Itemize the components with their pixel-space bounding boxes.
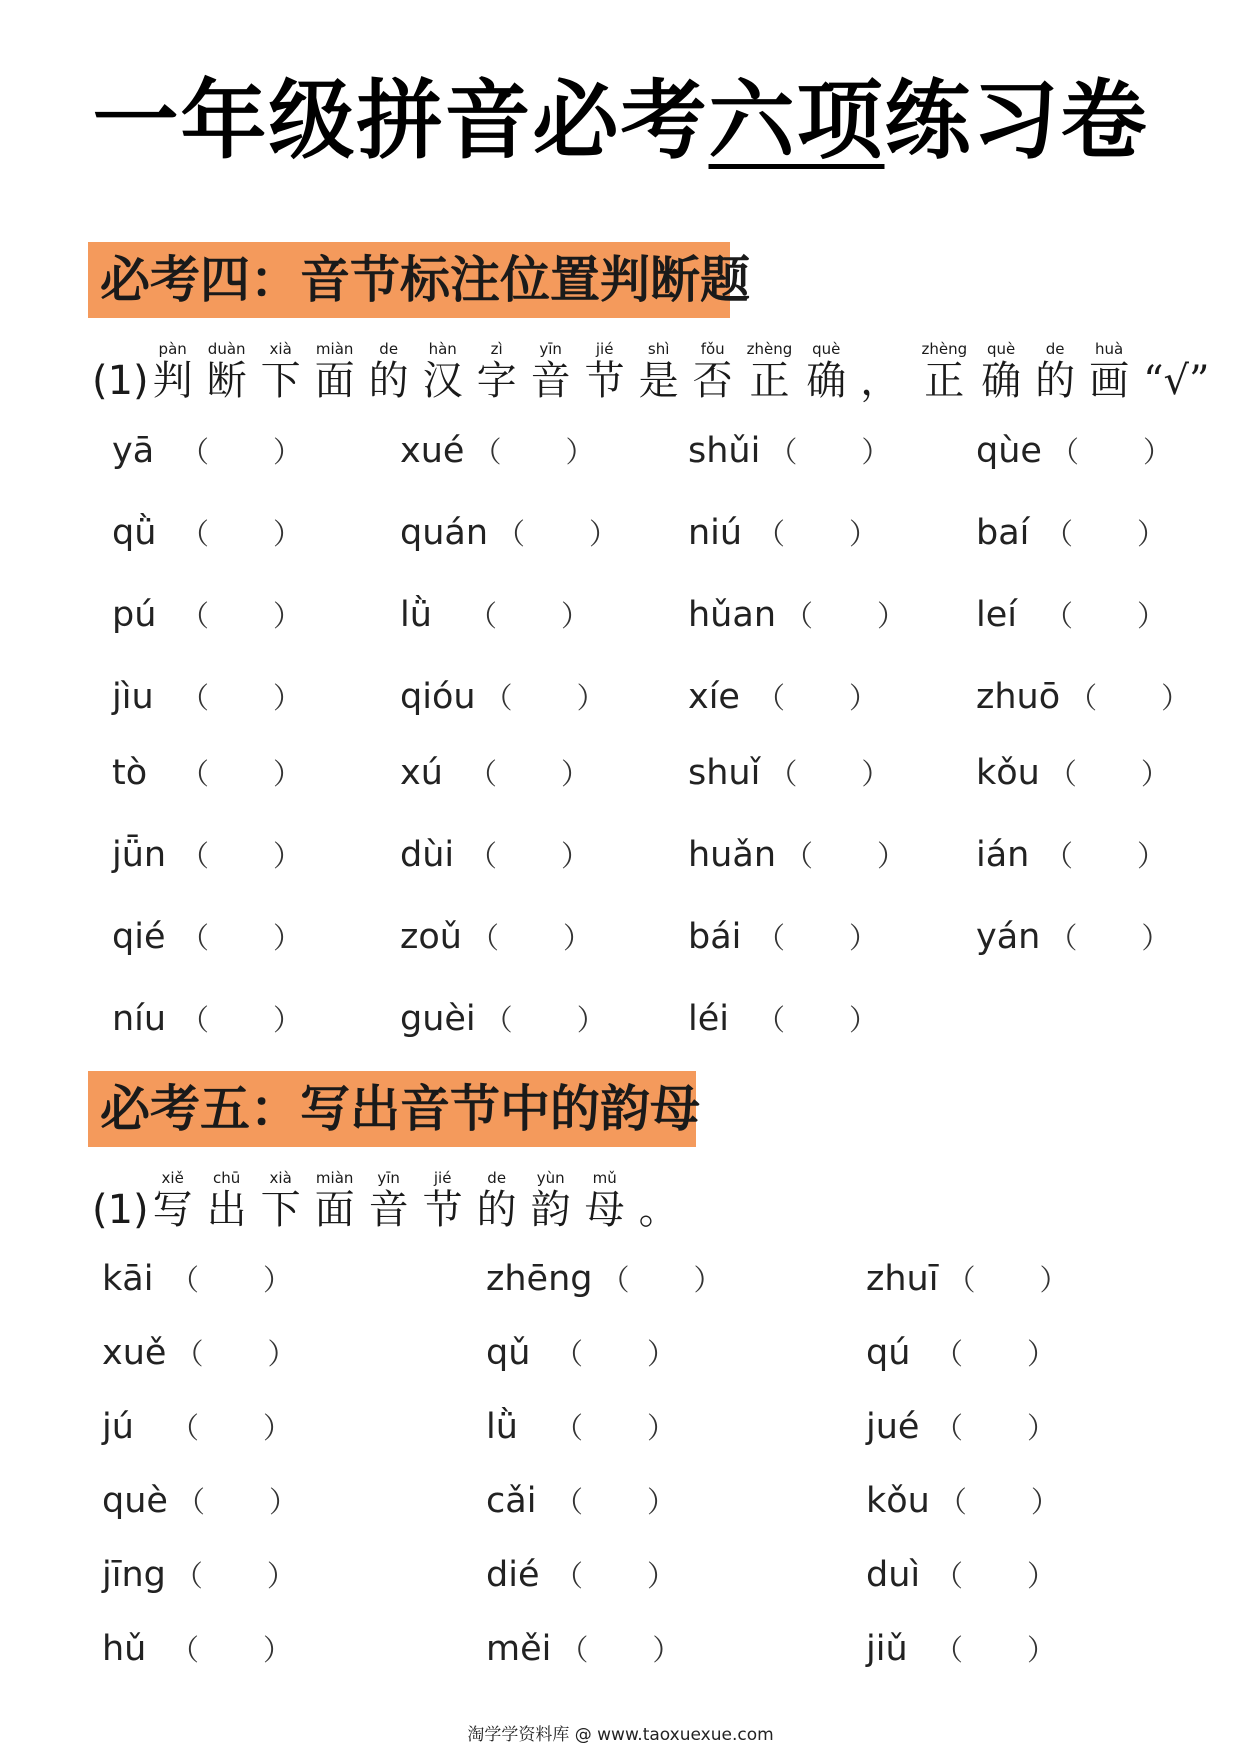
- pinyin-syllable: qú: [866, 1333, 911, 1373]
- pinyin-syllable: quán: [400, 513, 489, 553]
- title-underlined: 六项: [708, 71, 885, 171]
- pinyin-annotation: xiě: [152, 1169, 193, 1187]
- hanzi-with-pinyin: 的de: [368, 340, 409, 404]
- pinyin-syllable: bái: [688, 917, 742, 957]
- pinyin-annotation: huà: [1089, 340, 1130, 358]
- paren-open: （: [468, 599, 498, 633]
- pinyin-annotation: chū: [206, 1169, 247, 1187]
- answer-item: [688, 511, 878, 556]
- pinyin-annotation: miàn: [314, 1169, 355, 1187]
- pinyin-syllable: kāi: [102, 1259, 154, 1299]
- pinyin-syllable: qióu: [400, 677, 476, 717]
- pinyin-syllable: xuě: [102, 1333, 167, 1373]
- paren-open: （: [468, 839, 498, 873]
- answer-item: [102, 1553, 296, 1598]
- paren-open: （: [937, 1485, 967, 1519]
- paren-close: ）: [861, 757, 891, 791]
- pinyin-syllable: qǔ: [486, 1333, 531, 1373]
- paren-close: ）: [1039, 1263, 1069, 1297]
- paren-open: （: [934, 1411, 964, 1445]
- paren-close: ）: [263, 1411, 293, 1445]
- paren-close: ）: [273, 921, 303, 955]
- paren-open: （: [180, 921, 210, 955]
- section4-banner: 必考四：音节标注位置判断题: [88, 242, 730, 318]
- answer-item: [866, 1405, 1056, 1450]
- pinyin-syllable: jú: [102, 1407, 134, 1447]
- pinyin-syllable: lǜ: [400, 595, 432, 635]
- paren-open: （: [175, 1485, 205, 1519]
- hanzi-with-pinyin: 字zì: [476, 340, 517, 404]
- hanzi-with-pinyin: 断duàn: [206, 340, 247, 404]
- paren-open: （: [1047, 757, 1077, 791]
- hanzi-with-pinyin: 面miàn: [314, 1169, 355, 1233]
- paren-open: （: [496, 517, 526, 551]
- paren-open: （: [559, 1633, 589, 1667]
- answer-item: [976, 751, 1170, 796]
- pinyin-annotation: jié: [584, 340, 625, 358]
- hanzi-with-pinyin: 韵yùn: [530, 1169, 571, 1233]
- paren-open: （: [173, 1559, 203, 1593]
- pinyin-annotation: mǔ: [584, 1169, 625, 1187]
- pinyin-syllable: pú: [112, 595, 157, 635]
- hanzi-with-pinyin: 面miàn: [314, 340, 355, 404]
- paren-open: （: [180, 1003, 210, 1037]
- pinyin-annotation: yùn: [530, 1169, 571, 1187]
- pinyin-syllable: kǒu: [976, 753, 1040, 793]
- pinyin-syllable: xú: [400, 753, 443, 793]
- paren-open: （: [756, 517, 786, 551]
- answer-item: [102, 1627, 292, 1672]
- hanzi-with-pinyin: 的de: [1035, 340, 1076, 404]
- paren-close: ）: [562, 921, 592, 955]
- pinyin-annotation: yīn: [368, 1169, 409, 1187]
- pinyin-syllable: zhēng: [486, 1259, 593, 1299]
- pinyin-annotation: jié: [422, 1169, 463, 1187]
- answer-item: [866, 1331, 1056, 1376]
- paren-close: ）: [647, 1559, 677, 1593]
- hanzi-with-pinyin: 音yīn: [530, 340, 571, 404]
- answer-item: [486, 1257, 723, 1302]
- answer-item: [486, 1405, 676, 1450]
- hanzi-with-pinyin: 音yīn: [368, 1169, 409, 1233]
- paren-open: （: [472, 435, 502, 469]
- paren-open: （: [180, 681, 210, 715]
- answer-item: [688, 675, 878, 720]
- pinyin-syllable: hǔan: [688, 595, 776, 635]
- answer-item: [688, 915, 878, 960]
- answer-item: [486, 1479, 676, 1524]
- paren-open: （: [483, 1003, 513, 1037]
- paren-close: ）: [273, 681, 303, 715]
- paren-open: （: [1044, 599, 1074, 633]
- paren-close: ）: [1027, 1559, 1057, 1593]
- answer-item: [688, 593, 906, 638]
- pinyin-syllable: jué: [866, 1407, 920, 1447]
- pinyin-syllable: shuǐ: [688, 753, 761, 793]
- answer-item: [400, 751, 590, 796]
- pinyin-syllable: shǔi: [688, 431, 761, 471]
- answer-item: [866, 1257, 1069, 1302]
- footer-watermark: 淘学学资料库 @ www.taoxuexue.com: [467, 1725, 774, 1745]
- answer-item: [112, 997, 302, 1042]
- answer-item: [400, 997, 606, 1042]
- paren-close: ）: [1140, 757, 1170, 791]
- paren-close: ）: [266, 1559, 296, 1593]
- pinyin-syllable: niú: [688, 513, 743, 553]
- paren-open: （: [1049, 435, 1079, 469]
- paren-open: （: [483, 681, 513, 715]
- pinyin-syllable: jìu: [112, 677, 154, 717]
- answer-item: [976, 429, 1172, 474]
- paren-open: （: [756, 681, 786, 715]
- pinyin-syllable: xué: [400, 431, 465, 471]
- hanzi-with-pinyin: 画huà: [1089, 340, 1130, 404]
- answer-item: [400, 915, 592, 960]
- page-title: [0, 66, 1241, 176]
- pinyin-syllable: kǒu: [866, 1481, 930, 1521]
- answer-item: [486, 1627, 681, 1672]
- paren-open: （: [934, 1559, 964, 1593]
- paren-close: ）: [877, 839, 907, 873]
- answer-item: [688, 751, 890, 796]
- pinyin-syllable: níu: [112, 999, 167, 1039]
- paren-close: ）: [273, 517, 303, 551]
- pinyin-annotation: hàn: [422, 340, 463, 358]
- section5-banner: 必考五：写出音节中的韵母: [88, 1071, 696, 1147]
- paren-open: （: [554, 1411, 584, 1445]
- pinyin-syllable: qié: [112, 917, 166, 957]
- pinyin-syllable: qùe: [976, 431, 1042, 471]
- paren-open: （: [554, 1485, 584, 1519]
- title-part-3: 练习卷: [884, 71, 1149, 171]
- answer-item: [112, 833, 302, 878]
- pinyin-syllable: zhuō: [976, 677, 1061, 717]
- hanzi-with-pinyin: 节jié: [422, 1169, 463, 1233]
- paren-close: ）: [273, 1003, 303, 1037]
- answer-item: [688, 429, 890, 474]
- pinyin-annotation: què: [806, 340, 847, 358]
- pinyin-syllable: huǎn: [688, 835, 776, 875]
- answer-item: [976, 511, 1166, 556]
- paren-close: ）: [273, 435, 303, 469]
- pinyin-annotation: shì: [638, 340, 679, 358]
- instruction-comma: ，: [860, 358, 901, 404]
- paren-close: ）: [561, 599, 591, 633]
- pinyin-syllable: dié: [486, 1555, 540, 1595]
- paren-close: ）: [647, 1337, 677, 1371]
- answer-item: [976, 833, 1166, 878]
- pinyin-syllable: qǜ: [112, 513, 157, 553]
- instruction-number: (1): [92, 358, 149, 404]
- paren-open: （: [1068, 681, 1098, 715]
- paren-close: ）: [561, 839, 591, 873]
- paren-close: ）: [1137, 517, 1167, 551]
- pinyin-syllable: hǔ: [102, 1629, 147, 1669]
- paren-close: ）: [561, 757, 591, 791]
- hanzi-with-pinyin: 出chū: [206, 1169, 247, 1233]
- pinyin-syllable: tò: [112, 753, 148, 793]
- hanzi-with-pinyin: 汉hàn: [422, 340, 463, 404]
- paren-open: （: [934, 1633, 964, 1667]
- pinyin-syllable: jǖn: [112, 835, 167, 875]
- paren-close: ）: [1137, 599, 1167, 633]
- section4-instruction: [92, 342, 1210, 403]
- instruction-tail: 。: [638, 1187, 679, 1233]
- answer-item: [400, 429, 594, 474]
- paren-open: （: [468, 757, 498, 791]
- hanzi-with-pinyin: 下xià: [260, 1169, 301, 1233]
- answer-item: [400, 833, 590, 878]
- paren-close: ）: [263, 1263, 293, 1297]
- paren-close: ）: [1161, 681, 1191, 715]
- answer-item: [866, 1553, 1056, 1598]
- pinyin-syllable: zhuī: [866, 1259, 939, 1299]
- answer-item: [400, 511, 618, 556]
- paren-close: ）: [647, 1411, 677, 1445]
- pinyin-annotation: de: [1035, 340, 1076, 358]
- paren-close: ）: [647, 1485, 677, 1519]
- pinyin-annotation: fǒu: [692, 340, 733, 358]
- pinyin-annotation: xià: [260, 340, 301, 358]
- paren-close: ）: [1141, 921, 1171, 955]
- paren-open: （: [1044, 517, 1074, 551]
- paren-close: ）: [576, 1003, 606, 1037]
- pinyin-syllable: yán: [976, 917, 1041, 957]
- paren-open: （: [1048, 921, 1078, 955]
- answer-item: [400, 593, 590, 638]
- paren-close: ）: [693, 1263, 723, 1297]
- paren-close: ）: [273, 599, 303, 633]
- answer-item: [112, 511, 302, 556]
- paren-close: ）: [1027, 1633, 1057, 1667]
- pinyin-annotation: zhèng: [921, 340, 968, 358]
- paren-open: （: [469, 921, 499, 955]
- paren-open: （: [180, 435, 210, 469]
- paren-open: （: [554, 1337, 584, 1371]
- pinyin-annotation: zì: [476, 340, 517, 358]
- paren-close: ）: [268, 1485, 298, 1519]
- pinyin-annotation: de: [368, 340, 409, 358]
- paren-open: （: [934, 1337, 964, 1371]
- paren-open: （: [768, 757, 798, 791]
- pinyin-annotation: yīn: [530, 340, 571, 358]
- pinyin-syllable: jīng: [102, 1555, 166, 1595]
- paren-close: ）: [273, 757, 303, 791]
- hanzi-with-pinyin: 确què: [981, 340, 1022, 404]
- pinyin-syllable: zoǔ: [400, 917, 462, 957]
- pinyin-syllable: jiǔ: [866, 1629, 908, 1669]
- paren-open: （: [170, 1411, 200, 1445]
- answer-item: [400, 675, 606, 720]
- answer-item: [102, 1331, 296, 1376]
- pinyin-syllable: baí: [976, 513, 1030, 553]
- answer-item: [688, 997, 878, 1042]
- paren-open: （: [554, 1559, 584, 1593]
- paren-open: （: [946, 1263, 976, 1297]
- paren-close: ）: [861, 435, 891, 469]
- section5-instruction: [92, 1171, 679, 1232]
- title-part-1: 一年级拼音必考: [92, 71, 709, 171]
- instruction-number: (1): [92, 1187, 149, 1233]
- paren-open: （: [180, 517, 210, 551]
- answer-item: [688, 833, 906, 878]
- pinyin-annotation: zhèng: [746, 340, 793, 358]
- pinyin-syllable: xíe: [688, 677, 740, 717]
- hanzi-with-pinyin: 判pàn: [152, 340, 193, 404]
- instruction-tail: “√”: [1143, 358, 1210, 404]
- hanzi-with-pinyin: 否fǒu: [692, 340, 733, 404]
- paren-close: ）: [849, 681, 879, 715]
- paren-open: （: [180, 757, 210, 791]
- paren-close: ）: [849, 921, 879, 955]
- pinyin-syllable: guèi: [400, 999, 476, 1039]
- paren-open: （: [180, 839, 210, 873]
- hanzi-with-pinyin: 确què: [806, 340, 847, 404]
- pinyin-syllable: lǜ: [486, 1407, 518, 1447]
- pinyin-annotation: duàn: [206, 340, 247, 358]
- answer-item: [976, 675, 1190, 720]
- pinyin-annotation: miàn: [314, 340, 355, 358]
- paren-close: ）: [273, 839, 303, 873]
- hanzi-with-pinyin: 正zhèng: [746, 340, 793, 404]
- paren-close: ）: [1142, 435, 1172, 469]
- answer-item: [112, 429, 302, 474]
- paren-open: （: [180, 599, 210, 633]
- pinyin-syllable: leí: [976, 595, 1017, 635]
- pinyin-syllable: cǎi: [486, 1481, 537, 1521]
- answer-item: [112, 751, 302, 796]
- paren-open: （: [1044, 839, 1074, 873]
- answer-item: [102, 1257, 292, 1302]
- paren-close: ）: [576, 681, 606, 715]
- paren-close: ）: [1030, 1485, 1060, 1519]
- hanzi-with-pinyin: 母mǔ: [584, 1169, 625, 1233]
- answer-item: [866, 1627, 1056, 1672]
- answer-item: [866, 1479, 1060, 1524]
- answer-item: [112, 593, 302, 638]
- paren-close: ）: [589, 517, 619, 551]
- pinyin-syllable: duì: [866, 1555, 921, 1595]
- pinyin-annotation: de: [476, 1169, 517, 1187]
- paren-open: （: [600, 1263, 630, 1297]
- paren-open: （: [768, 435, 798, 469]
- pinyin-annotation: pàn: [152, 340, 193, 358]
- hanzi-with-pinyin: 是shì: [638, 340, 679, 404]
- paren-open: （: [170, 1263, 200, 1297]
- pinyin-annotation: què: [981, 340, 1022, 358]
- hanzi-with-pinyin: 正zhèng: [921, 340, 968, 404]
- pinyin-annotation: xià: [260, 1169, 301, 1187]
- pinyin-syllable: ián: [976, 835, 1030, 875]
- paren-close: ）: [849, 1003, 879, 1037]
- pinyin-syllable: dùi: [400, 835, 455, 875]
- answer-item: [976, 915, 1170, 960]
- hanzi-with-pinyin: 写xiě: [152, 1169, 193, 1233]
- paren-open: （: [756, 1003, 786, 1037]
- paren-open: （: [756, 921, 786, 955]
- paren-close: ）: [1027, 1337, 1057, 1371]
- answer-item: [112, 675, 302, 720]
- pinyin-syllable: què: [102, 1481, 168, 1521]
- paren-close: ）: [1137, 839, 1167, 873]
- paren-open: （: [174, 1337, 204, 1371]
- paren-close: ）: [267, 1337, 297, 1371]
- paren-close: ）: [652, 1633, 682, 1667]
- pinyin-syllable: léi: [688, 999, 729, 1039]
- answer-item: [976, 593, 1166, 638]
- paren-open: （: [784, 599, 814, 633]
- paren-close: ）: [263, 1633, 293, 1667]
- paren-close: ）: [1027, 1411, 1057, 1445]
- pinyin-syllable: yā: [112, 431, 155, 471]
- hanzi-with-pinyin: 的de: [476, 1169, 517, 1233]
- paren-close: ）: [877, 599, 907, 633]
- answer-item: [112, 915, 302, 960]
- answer-item: [486, 1331, 676, 1376]
- paren-close: ）: [565, 435, 595, 469]
- paren-open: （: [784, 839, 814, 873]
- answer-item: [102, 1479, 298, 1524]
- pinyin-syllable: měi: [486, 1629, 552, 1669]
- answer-item: [486, 1553, 676, 1598]
- answer-item: [102, 1405, 292, 1450]
- hanzi-with-pinyin: 下xià: [260, 340, 301, 404]
- paren-close: ）: [849, 517, 879, 551]
- paren-open: （: [170, 1633, 200, 1667]
- hanzi-with-pinyin: 节jié: [584, 340, 625, 404]
